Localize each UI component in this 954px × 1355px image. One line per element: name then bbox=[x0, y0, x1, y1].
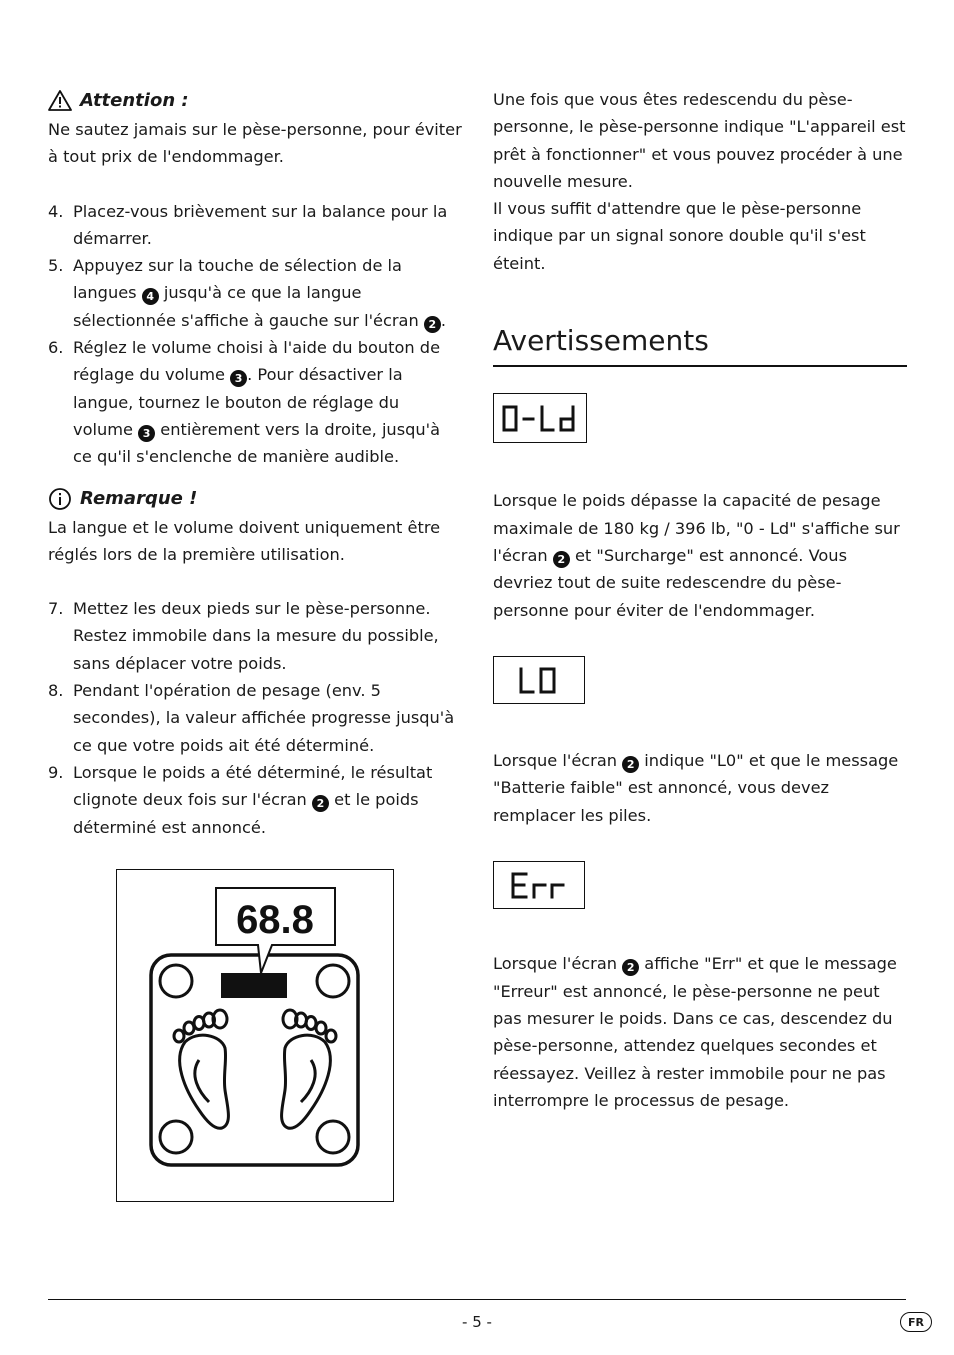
lcd-low-battery-icon bbox=[494, 657, 584, 703]
scale-illustration bbox=[116, 869, 394, 1202]
page-number: - 5 - bbox=[462, 1313, 492, 1331]
right-column bbox=[493, 86, 907, 1114]
ref-number-badge: 3 bbox=[138, 425, 155, 442]
scale-drawing bbox=[117, 870, 393, 1201]
warning-overload-text: Lorsque le poids dépasse la capacité de pesage maximale de 180 kg / 396 lb, "0 - Ld" s'affiche sur l'écran 2 et "Surcharge" est annoncé. Vous devriez tout de suite redescendre du pèse-personne pour éviter de l'endommager. bbox=[493, 491, 900, 620]
attention-text: Ne sautez jamais sur le pèse-personne, pour éviter à tout prix de l'endommager. bbox=[48, 120, 462, 167]
remark-text: La langue et le volume doivent uniquement être réglés lors de la première utilisation. bbox=[48, 517, 441, 564]
list-item: 6. Réglez le volume choisi à l'aide du bouton de réglage du volume 3 . Pour désactiver la langue, tournez le bouton de réglage du volume 3 entièrement vers la droite, jusqu'à ce qu'il s'enclenche de manière audible. bbox=[48, 338, 441, 467]
ref-number-badge: 4 bbox=[142, 288, 159, 305]
lcd-overload bbox=[493, 393, 587, 443]
list-item: 5. Appuyez sur la touche de sélection de la langues 4 jusqu'à ce que la langue sélectionnée s'affiche à gauche sur l'écran 2 . bbox=[48, 256, 447, 331]
footer-divider bbox=[48, 1299, 906, 1300]
steps-list-a bbox=[48, 198, 462, 471]
list-item: 7. Mettez les deux pieds sur le pèse-personne. Restez immobile dans la mesure du possible, sans déplacer votre poids. bbox=[48, 599, 439, 673]
warning-low-battery-text: Lorsque l'écran 2 indique "L0" et que le message "Batterie faible" est annoncé, vous devez remplacer les piles. bbox=[493, 751, 899, 825]
warnings-heading: Avertissements bbox=[493, 323, 907, 367]
remark-heading bbox=[48, 484, 462, 514]
attention-heading bbox=[48, 86, 462, 116]
display-value: 68.8 bbox=[236, 898, 314, 942]
ref-number-badge: 2 bbox=[424, 316, 441, 333]
intro-paragraph-2: Il vous suffit d'attendre que le pèse-personne indique par un signal sonore double qu'il s'est éteint. bbox=[493, 199, 866, 273]
lcd-overload-icon bbox=[494, 394, 586, 442]
ref-number-badge: 2 bbox=[622, 959, 639, 976]
list-item: 4. Placez-vous brièvement sur la balance pour la démarrer. bbox=[48, 201, 448, 248]
lcd-error bbox=[493, 861, 585, 909]
language-badge: FR bbox=[900, 1312, 932, 1332]
ref-number-badge: 2 bbox=[553, 551, 570, 568]
intro-paragraph-1: Une fois que vous êtes redescendu du pèse-personne, le pèse-personne indique "L'appareil est prêt à fonctionner" et vous pouvez procéder à une nouvelle mesure. bbox=[493, 90, 906, 191]
list-item: 8. Pendant l'opération de pesage (env. 5 secondes), la valeur affichée progresse jusqu'à ce que votre poids ait été déterminé. bbox=[48, 681, 455, 755]
attention-title: Attention : bbox=[80, 90, 189, 112]
warning-error-text: Lorsque l'écran 2 affiche "Err" et que le message "Erreur" est annoncé, le pèse-personne ne peut pas mesurer le poids. Dans ce cas, descendez du pèse-personne, attendez quelques secondes et réessayez. Veillez à rester immobile pour ne pas interrompre le processus de pesage. bbox=[493, 954, 897, 1110]
left-column bbox=[48, 86, 462, 841]
lcd-low-battery bbox=[493, 656, 585, 704]
info-circle-icon bbox=[48, 487, 72, 511]
scale-display bbox=[221, 973, 287, 998]
remark-title: Remarque ! bbox=[80, 487, 198, 509]
steps-list-b bbox=[48, 595, 462, 841]
list-item: 9. Lorsque le poids a été déterminé, le résultat clignote deux fois sur l'écran 2 et le poids déterminé est annoncé. bbox=[48, 762, 433, 837]
warning-triangle-icon bbox=[48, 89, 72, 113]
ref-number-badge: 3 bbox=[230, 370, 247, 387]
lcd-error-icon bbox=[494, 862, 584, 908]
ref-number-badge: 2 bbox=[312, 795, 329, 812]
ref-number-badge: 2 bbox=[622, 756, 639, 773]
